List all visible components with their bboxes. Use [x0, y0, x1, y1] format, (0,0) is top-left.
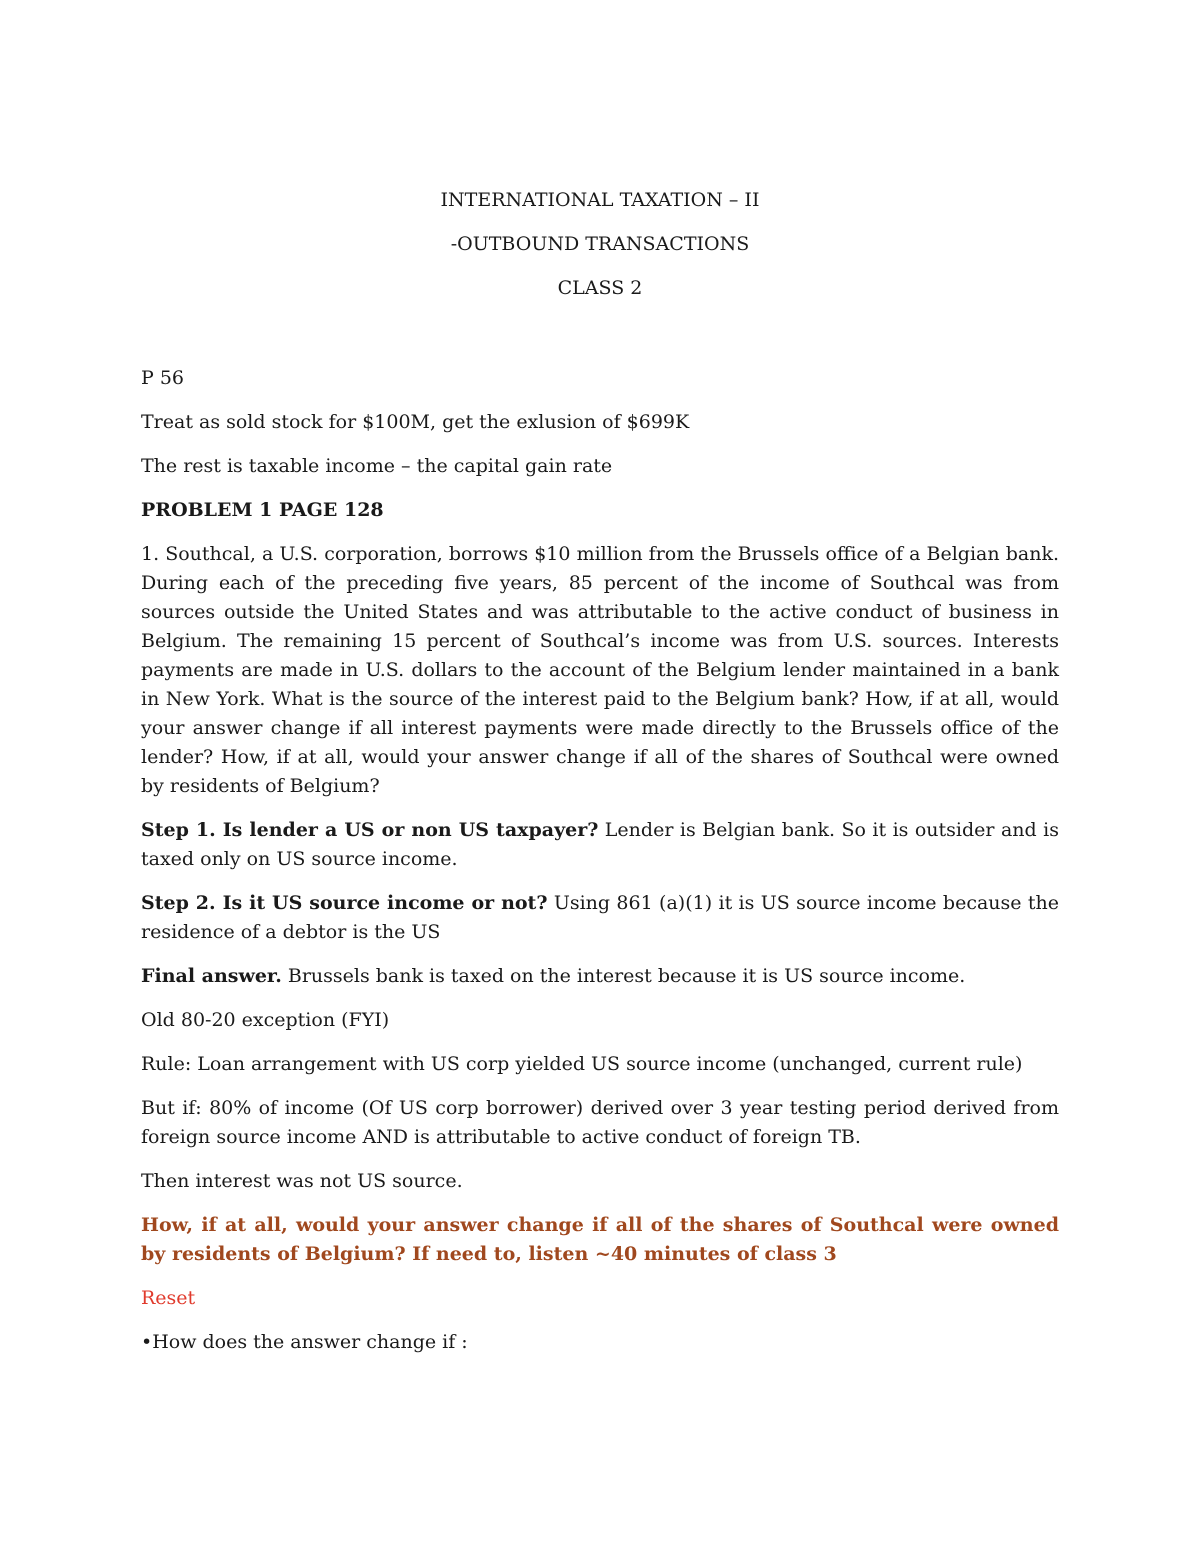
- rule-paragraph: Rule: Loan arrangement with US corp yielded US source income (unchanged, current rule): [141, 1053, 1023, 1075]
- page-reference: P 56: [141, 367, 185, 389]
- problem-text: 1. Southcal, a U.S. corporation, borrows $10 million from the Brussels office of a Belgian bank. During each of the preceding five years, 85 percent of the income of Southcal was from sources outside the United States and was attributable to the active conduct of business in Belgium. The remaining 15 percent of Southcal’s income was from U.S. sources. Interests payments are made in U.S. dollars to the account of the Belgium lender maintained in a bank in New York. What is the source of the interest paid to the Belgium bank? How, if at all, would your answer change if all interest payments were made directly to the Brussels office of the lender? How, if at all, would your answer change if all of the shares of Southcal were owned by residents of Belgium?: [141, 543, 1059, 797]
- spacer: [141, 318, 1059, 364]
- rest-paragraph: The rest is taxable income – the capital gain rate: [141, 455, 613, 477]
- but-if-paragraph: But if: 80% of income (Of US corp borrower) derived over 3 year testing period derived from foreign source income AND is attributable to active conduct of foreign TB.: [141, 1097, 1059, 1148]
- problem-heading: PROBLEM 1 PAGE 128: [141, 499, 384, 521]
- step-1-text: Lender is Belgian bank. So it is outsider and is taxed only on US source income.: [141, 819, 1059, 870]
- step-1-label: Step 1. Is lender a US or non US taxpayer?: [141, 819, 599, 841]
- final-answer-label: Final answer.: [141, 965, 282, 987]
- document-subtitle: -OUTBOUND TRANSACTIONS: [450, 233, 750, 255]
- document-title-block: [141, 186, 1059, 303]
- class-label: CLASS 2: [557, 277, 643, 299]
- followup-question: How, if at all, would your answer change if all of the shares of Southcal were owned by residents of Belgium? If need to, listen ~40 minutes of class 3: [141, 1214, 1059, 1265]
- step-2-paragraph: [141, 889, 1059, 947]
- exception-heading: Old 80-20 exception (FYI): [141, 1009, 390, 1031]
- reset-label: Reset: [141, 1287, 196, 1309]
- step-2-text: Using 861 (a)(1) it is US source income because the residence of a debtor is the US: [141, 892, 1059, 943]
- step-2-label: Step 2. Is it US source income or not?: [141, 892, 548, 914]
- document-page: [141, 186, 1059, 1372]
- step-1-paragraph: [141, 816, 1059, 874]
- final-answer-text: Brussels bank is taxed on the interest because it is US source income.: [281, 965, 966, 987]
- bullet-question: •How does the answer change if :: [141, 1331, 468, 1353]
- then-paragraph: Then interest was not US source.: [141, 1170, 463, 1192]
- document-title: INTERNATIONAL TAXATION – II: [440, 189, 760, 211]
- treat-paragraph: Treat as sold stock for $100M, get the exlusion of $699K: [141, 411, 690, 433]
- final-answer-paragraph: [141, 962, 1059, 991]
